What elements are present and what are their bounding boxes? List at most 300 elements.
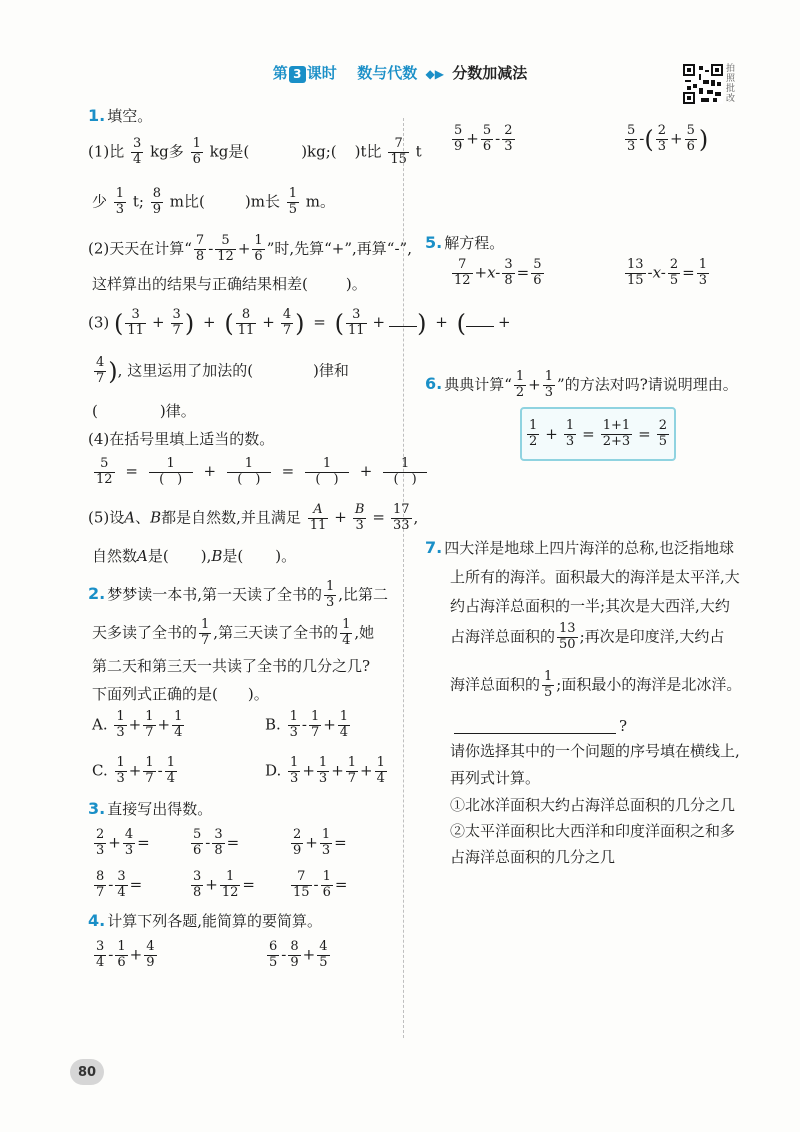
numerator: 2 [504,123,513,138]
denominator: 7 [201,632,210,648]
text: ), [200,547,212,565]
denominator: 6 [686,138,695,154]
numerator: 3 [352,307,361,322]
plus: + [545,425,558,443]
q1-title-text: 填空。 [107,107,153,125]
fraction [657,419,669,450]
fraction [194,234,206,265]
numerator: 1 [244,456,253,471]
fraction [143,710,155,741]
q4-expr-2[interactable] [265,940,332,971]
text: 四大洋是地球上四片海洋的总称,也泛指地球 [444,539,734,557]
q5-equation-2[interactable]: $\frac{13}{15}$ -x- $\frac{2}{5}$ = $\frac{1}{3}$ [627,257,708,288]
denominator: 3 [116,770,125,786]
numerator: 1 [565,417,575,433]
fraction [685,124,697,155]
denominator: 3 [289,724,298,740]
denominator: 33 [392,517,410,533]
q6-question: 6. 典典计算“ $\frac{1}{2}$ + $\frac{1}{3}$ ”的方法对吗?请说明理由。 [425,369,738,400]
q1-part1-line2 [92,187,335,218]
numerator: 8 [152,186,162,201]
fraction [346,308,367,339]
numerator: 7 [297,869,306,884]
denominator: 2 [515,384,525,400]
q7-line7: 再列式计算。 [450,769,541,787]
denominator: 11 [237,322,255,338]
q3-item-5[interactable] [189,870,255,901]
numerator: 8 [96,869,105,884]
denominator: 3 [321,842,331,858]
equals: = [582,425,595,443]
paren: ( [644,125,654,154]
denominator: 4 [376,770,385,786]
text: )t比 [354,142,382,161]
text: ;再次是印度洋,大约占 [579,627,725,646]
denominator: 3 [565,433,575,449]
text: ( [92,402,98,420]
fraction [452,124,464,155]
paren: ( [334,309,344,338]
text: m比( [169,192,205,211]
operator: - [495,129,501,148]
denominator: 4 [96,954,105,970]
denominator: 3 [116,724,125,740]
denominator-blank[interactable]: ( ) [383,472,427,488]
q1-part3-line2 [92,356,349,387]
numerator: 5 [454,123,463,138]
text: 典典计算“ [444,375,512,394]
q4-number: 4. [88,911,106,930]
q3-item-2[interactable] [189,828,239,859]
plus: + [435,313,448,332]
numerator: 8 [241,307,251,322]
fraction [625,258,646,289]
numerator: 1 [254,233,263,248]
answer-blank[interactable] [466,326,494,327]
numerator: 3 [214,827,223,842]
text: 直接写出得数。 [107,800,213,818]
q2-line4 [92,683,269,704]
denominator: 7 [310,724,320,740]
numerator: 5 [100,456,109,471]
denominator: 6 [117,954,126,970]
denominator: 3 [698,272,708,288]
fraction [215,234,236,265]
numerator: 1 [145,755,154,770]
qr-caption: 拍照批改 [726,64,736,104]
numerator: 1 [288,186,298,201]
text: ,第三天读了全书的 [213,623,339,642]
denominator: 3 [353,518,367,534]
numerator: 4 [124,827,134,842]
fraction [353,503,367,534]
denominator: 4 [133,151,142,167]
fraction [94,356,106,387]
q5-title [425,232,504,253]
denominator: 5 [288,201,298,217]
fraction [115,870,127,901]
numerator: 7 [458,257,467,272]
q3-item-3[interactable] [289,828,347,859]
q3-item-1[interactable] [92,828,150,859]
denominator: 15 [627,272,644,288]
fraction [317,756,329,787]
numerator: 1 [515,369,525,384]
fraction-blank[interactable] [149,457,193,488]
numerator: 13 [559,621,576,636]
denominator: 12 [217,248,234,264]
numerator: 1 [290,755,299,770]
text: 、 [135,508,151,527]
fraction-blank[interactable] [383,457,427,488]
text: (3) [88,313,110,332]
q6-number: 6. [425,374,443,394]
q3-item-6[interactable] [289,870,347,901]
q4-title [88,910,322,931]
q5-number: 5. [425,233,443,252]
text: 这样算出的结果与正确结果相差( [92,275,308,293]
numerator: 1 [400,456,410,471]
text: (5)设 [88,508,125,527]
numerator [353,503,367,518]
denominator: 7 [96,370,105,386]
text: t; [132,192,144,211]
text: ,比第二 [338,585,389,604]
denominator: 11 [127,322,144,338]
numerator: 1 [376,755,385,770]
fraction [697,258,709,289]
text: )。 [247,685,269,703]
denominator: 6 [192,151,201,167]
fraction [94,870,106,901]
fraction [291,870,312,901]
equals: = [226,833,240,852]
text: ,她 [354,623,375,642]
denominator: 9 [290,954,299,970]
fraction [291,828,303,859]
plus: + [359,462,373,481]
plus: + [262,313,275,332]
fraction [340,618,352,649]
numerator: 1 [225,869,235,884]
fraction [601,419,632,450]
fraction [212,828,224,859]
denominator: 8 [504,272,513,288]
fraction [543,370,555,401]
numerator: 2 [293,827,302,842]
text: (4)在括号里填上适当的数。 [88,430,275,448]
fraction [165,756,177,787]
fraction [375,756,387,787]
text: )。 [345,275,367,293]
fraction [502,124,514,155]
q2-option-a[interactable]: A. $\frac{1}{3}$ + $\frac{1}{7}$ + $\frac{1}{4}$ [92,709,183,740]
q1-part5-line2 [92,545,296,566]
operator: + [108,833,121,852]
qr-code-icon[interactable] [683,64,723,104]
numerator: 2 [657,123,667,138]
fraction [94,457,115,488]
fraction [114,710,126,741]
numerator: 1 [166,755,175,770]
fraction [191,870,203,901]
q5-equation-1[interactable]: $\frac{7}{12}$ +x- $\frac{3}{8}$ = $\frac{5}{6}$ [454,257,542,288]
fraction [625,124,637,155]
fraction [281,308,293,339]
denominator: 9 [152,201,162,217]
q1-part4-equation [92,457,429,488]
paren: ( [224,309,234,338]
fraction [191,828,203,859]
plus: + [372,313,386,332]
numerator: 5 [627,123,636,138]
equals: = [281,462,295,481]
numerator: 1 [698,257,708,272]
numerator: 1 [166,456,175,471]
numerator: 1 [116,755,125,770]
fraction [309,710,321,741]
text: ”的方法对吗?请说明理由。 [557,375,738,394]
text: 是( [147,547,169,565]
numerator: 1 [322,456,332,471]
fraction-blank[interactable] [227,457,271,488]
numerator: 1 [322,869,331,884]
denominator: 2 [528,433,538,449]
numerator: 4 [146,939,155,954]
fraction [143,756,155,787]
equals: = [125,462,138,481]
fraction [324,580,336,611]
q7-answer-line[interactable] [454,733,616,734]
q7-option-2a[interactable]: ②太平洋面积比大西洋和印度洋面积之和多 [450,822,736,840]
denominator: 3 [318,770,328,786]
numerator: 8 [290,939,299,954]
text: 少 [92,192,108,211]
numerator: 3 [133,136,142,151]
numerator: 1 [117,939,126,954]
paren: ) [417,309,427,338]
q1-part2-line2 [92,273,367,294]
q2-line3: 第二天和第三天一共读了全书的几分之几? [92,657,371,675]
fraction [287,187,299,218]
denominator: 9 [293,842,302,858]
q7-line3: 约占海洋总面积的一半;其次是大西洋,大约 [450,597,730,615]
denominator: 11 [309,517,327,533]
denominator: 4 [339,724,349,740]
denominator: 3 [326,594,335,610]
fraction [388,137,409,168]
operator: - [205,833,211,852]
fraction [220,870,241,901]
q7-question-mark: ? [619,717,628,735]
q1-part3-line1 [88,308,515,339]
operator: + [302,945,316,964]
denominator: 9 [454,138,463,154]
q1-number: 1. [88,106,106,125]
denominator: 6 [254,248,263,264]
denominator: 4 [174,724,183,740]
numerator: 5 [533,257,542,272]
operator: - [108,945,114,964]
q2-option-d[interactable]: D. $\frac{1}{3}$ + $\frac{1}{3}$ + $\frac{1}{7}$ + $\frac{1}{4}$ [265,755,385,786]
equals: = [242,875,255,894]
page-header [0,62,800,83]
text: )律。 [159,402,196,420]
numerator: 7 [394,136,403,151]
var-b: B [211,547,223,565]
text: ;面积最小的海洋是北冰洋。 [556,675,742,694]
denominator: 3 [504,138,513,154]
numerator: 7 [195,233,205,248]
var-b: B [150,508,162,527]
numerator: 3 [504,257,513,272]
fraction-blank[interactable] [305,457,349,488]
fraction [557,622,578,653]
denominator: 3 [290,770,299,786]
denominator-blank[interactable]: ( ) [305,472,349,488]
fraction [527,419,539,450]
fraction [346,756,358,787]
denominator: 4 [166,770,175,786]
fraction [94,828,106,859]
operator: + [205,875,218,894]
denominator: 12 [221,884,239,900]
denominator: 3 [627,138,636,154]
answer-blank[interactable] [389,326,417,327]
denominator: 9 [146,954,155,970]
numerator: 3 [172,307,181,322]
q3-item-4[interactable] [92,870,142,901]
numerator: 1 [310,709,320,724]
fraction [564,419,576,450]
numerator: 2 [96,827,105,842]
numerator: 13 [627,257,644,272]
q7-line6: 请你选择其中的一个问题的序号填在横线上, [450,742,740,760]
numerator: 1 [201,617,210,632]
q7-line1 [425,537,734,558]
q4-expr-4[interactable] [623,124,708,155]
arrow-icon: ◆▶ [425,67,444,81]
paren: ( [114,309,124,338]
equals: = [313,313,326,332]
equals: = [638,425,651,443]
q3-number: 3. [88,799,106,818]
q3-title [88,798,212,819]
text: t [415,142,422,161]
numerator: 5 [193,827,202,842]
text: 自然数 [92,547,138,565]
operator: -x- [647,263,666,282]
fraction [320,828,332,859]
denominator-blank[interactable]: ( ) [149,472,193,488]
numerator: 1 [544,369,554,384]
denominator: 6 [193,842,202,858]
q4-expr-1[interactable] [92,940,159,971]
fraction [321,870,333,901]
text: 海洋总面积的 [450,675,541,694]
numerator: 5 [221,233,230,248]
text: )律和 [313,361,349,380]
fraction [656,124,668,155]
plus: + [202,313,216,332]
q1-title [88,105,152,126]
fraction [171,308,183,339]
denominator: 3 [115,201,125,217]
page-number: 80 [72,1059,102,1085]
lesson-suffix: 课时 [306,64,337,82]
text: 计算下列各题,能简算的要简算。 [107,912,322,930]
denominator: 7 [145,724,154,740]
numerator: 6 [269,939,278,954]
text: 天多读了全书的 [92,623,198,642]
fraction [172,710,184,741]
operator: + [670,129,683,148]
fraction [252,234,264,265]
q2-option-b[interactable]: B. $\frac{1}{3}$ - $\frac{1}{7}$ + $\frac{1}{4}$ [265,709,349,740]
denominator: 3 [657,138,667,154]
var-a: A [313,502,323,517]
denominator: 6 [482,138,492,154]
denominator: 5 [658,433,667,449]
denominator: 7 [96,884,105,900]
numerator: 1 [339,709,349,724]
numerator: 4 [282,307,292,322]
lesson-number-badge: 3 [289,66,306,83]
fraction [481,124,493,155]
denominator-blank[interactable]: ( ) [227,472,271,488]
fraction [288,756,300,787]
section-title: 数与代数 [357,64,418,82]
q2-option-c[interactable]: C. $\frac{1}{3}$ + $\frac{1}{7}$ - $\frac{1}{4}$ [92,755,175,786]
q7-option-2b[interactable]: 占海洋总面积的几分之几 [450,848,616,866]
fraction [308,503,329,534]
numerator: 5 [482,123,492,138]
operator: + [466,129,479,148]
denominator: 5 [669,272,679,288]
text: 占海洋总面积的 [450,627,556,646]
denominator: 2+3 [602,433,631,449]
text: kg多 [150,142,184,161]
plus: + [498,313,511,332]
text: 解方程。 [444,234,505,252]
q1-part3-line3 [92,400,196,421]
equals: = [334,833,347,852]
q4-expr-3[interactable] [450,124,517,155]
q7-number: 7. [425,538,443,557]
paren: ) [184,309,195,338]
operator: +x- [474,263,501,282]
text: )m长 [244,192,280,211]
q1-part1-line1 [88,137,422,168]
denominator: 8 [214,842,223,858]
text: ”时,先算“+”,再算“-”, [266,239,412,258]
denominator: 5 [544,684,553,700]
text: )。 [275,547,297,565]
paren: ) [698,125,709,154]
q7-option-1[interactable]: ①北冰洋面积大约占海洋总面积的几分之几 [450,796,736,814]
fraction [267,940,279,971]
text: 都是自然数,并且满足 [161,508,301,527]
denominator: 7 [347,770,357,786]
q6-method-box [520,407,676,461]
text: m。 [305,192,336,211]
text: (2)天天在计算“ [88,239,192,258]
denominator: 7 [172,322,181,338]
fraction [317,940,329,971]
paren: ( [456,309,467,338]
numerator: 1 [145,709,154,724]
var-a: A [137,547,148,565]
